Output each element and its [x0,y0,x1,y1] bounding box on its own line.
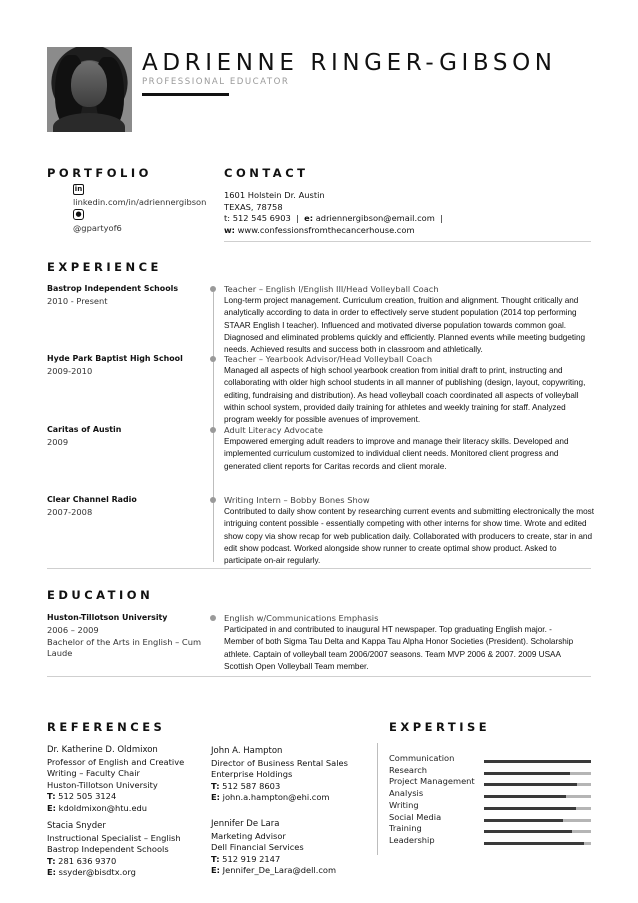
reference-email: E: ssyder@bisdtx.org [47,867,136,878]
reference-phone: T: 512 587 8603 [211,780,281,791]
social-icon[interactable]: ● [73,209,84,220]
skill-bar-fill [484,760,591,763]
linkedin-icon[interactable]: in [74,185,83,193]
skill-bar-track [484,842,591,845]
expertise-heading: EXPERTISE [389,720,491,734]
timeline-dot [210,427,216,433]
divider [47,568,591,569]
skill-row [389,776,591,788]
reference-line: Marketing Advisor [211,830,286,841]
education-heading: EDUCATION [47,588,154,602]
divider [47,676,591,677]
skill-label: Writing [389,799,419,810]
phone-email-line [224,213,443,225]
reference-line: Huston-Tillotson University [47,779,158,790]
timeline-dot [210,497,216,503]
skill-label: Research [389,764,428,775]
education-details [47,625,207,660]
reference-email: E: Jennifer_De_Lara@dell.com [211,865,337,876]
skill-bar-fill [484,819,563,822]
experience-date: 2010 - Present [47,296,108,306]
reference-line: Dell Financial Services [211,842,304,853]
skill-row [389,753,591,765]
address-line-1: 1601 Holstein Dr. Austin [224,190,325,200]
skill-bar-track [484,783,591,786]
reference-name: Jennifer De Lara [211,819,280,829]
name-underline [142,93,229,96]
separator: | [440,213,443,223]
reference-phone: T: 281 636 9370 [47,855,117,866]
education-degree: Bachelor of the Arts in English – Cum Laude [47,636,202,659]
profile-photo [47,47,132,132]
skill-bar-track [484,830,591,833]
experience-description: Managed all aspects of high school yearbook creation from initial draft to print, instructing and collaborating with older high school students in all manner of publishing (design, layout, copywriting, editing, fundraising and distribution). As head volleyball coach coordinated all aspects of volleyball within school system, provided daily training for athletes and weekly training for staff. Analyzed program weekly for possible avenues of improvement. [224,366,586,425]
reference-line: Bastrop Independent Schools [47,844,169,855]
experience-org: Caritas of Austin [47,425,122,434]
experience-org: Clear Channel Radio [47,495,137,504]
phone-label: t: [224,213,231,223]
website-link[interactable]: www.confessionsfromthecancerhouse.com [237,224,415,235]
experience-description: Contributed to daily show content by researching current events and submitting electronically the most intriguing content possible - essentially competing with other interns for show time. Wrote and edited show copy via show recap for web publication daily. Collaborated with producers to create, star in and edit show podcast. Worked alongside show runner to create optimal show product. Asked to participate on-air regularly. [224,507,594,566]
skill-row [389,823,591,835]
phone-value: 512 545 6903 [232,213,291,223]
portfolio-heading: PORTFOLIO [47,166,152,180]
separator: | [296,213,299,223]
reference-card [211,819,336,877]
contact-heading: CONTACT [224,166,309,180]
skill-bar-fill [484,807,576,810]
experience-date: 2007-2008 [47,507,93,517]
education-date: 2006 – 2009 [47,625,99,635]
skill-label: Analysis [389,788,424,799]
contact-block [224,190,443,236]
skill-row [389,788,591,800]
social-handle[interactable]: @gpartyof6 [73,223,122,233]
email-label: e: [304,213,314,223]
skill-bar-fill [484,795,566,798]
reference-card [47,745,184,815]
skill-bar-track [484,819,591,822]
timeline-dot [210,356,216,362]
skill-label: Social Media [389,811,442,822]
education-org: Huston-Tillotson University [47,613,168,622]
expertise-divider [377,743,378,855]
address-line-2: TEXAS, 78758 [224,201,283,212]
experience-description: Empowered emerging adult readers to improve and manage their literacy skills. Developed and implemented curriculum customized to individual client needs. Monitored client progress and generated client reports for Caritas records and client morale. [224,437,569,471]
website-line [224,225,443,237]
experience-org: Bastrop Independent Schools [47,284,179,293]
skill-label: Communication [389,753,455,763]
divider [224,241,591,242]
experience-description: Long-term project management. Curriculum creation, fruition and alignment. Thought critically and analytically according to data in order to effectively serve student population (2014 top performing STAAR English I teacher). Influenced and motivated diverse population towards common goal. Diagnosed and eliminated problems quickly and efficiently. Planned events while meeting budgeting needs. Achieved results and success both in classroom and athletically. [224,296,586,355]
reference-line: Director of Business Rental Sales [211,757,348,768]
skill-bar-track [484,772,591,775]
skill-bar-fill [484,772,570,775]
timeline-dot [210,286,216,292]
reference-line: Instructional Specialist – English [47,832,181,843]
skill-row [389,765,591,777]
timeline-dot [210,615,216,621]
experience-role: Teacher – Yearbook Advisor/Head Volleyball Coach [224,354,433,364]
reference-card [47,821,181,879]
skill-label: Training [389,823,422,834]
education-description: Participated in and contributed to inaugural HT newspaper. Top graduating English major. - Member of both Sigma Tau Delta and Kappa Tau Alpha Honor Societies (President). Scholarship athlete. Captain of volleyball team 2006/2007 seasons. Team MVP 2006 & 2007. 2009 USAA Scottish Open Volleyball Team member. [224,625,574,671]
reference-line: Enterprise Holdings [211,769,293,780]
email-link[interactable]: adriennergibson@email.com [315,213,435,223]
education-role: English w/Communications Emphasis [224,613,379,623]
references-heading: REFERENCES [47,720,166,734]
website-label: w: [224,224,235,235]
skill-bar-fill [484,842,584,845]
linkedin-link[interactable]: linkedin.com/in/adriennergibson [73,197,207,207]
skill-label: Project Management [389,776,475,787]
reference-phone: T: 512 919 2147 [211,853,281,864]
reference-phone: T: 512 505 3124 [47,791,117,802]
skill-row [389,812,591,824]
full-name: ADRIENNE RINGER-GIBSON [142,50,557,76]
skill-bar-track [484,760,591,763]
reference-name: Dr. Katherine D. Oldmixon [47,745,158,755]
reference-name: Stacia Snyder [47,821,106,831]
experience-heading: EXPERIENCE [47,260,162,274]
skill-row [389,800,591,812]
reference-email: E: kdoldmixon@htu.edu [47,802,148,813]
reference-card [211,746,348,804]
experience-date: 2009-2010 [47,366,93,376]
experience-role: Adult Literacy Advocate [224,425,323,435]
reference-line: Writing – Faculty Chair [47,768,140,779]
experience-date: 2009 [47,437,69,447]
skill-bar-fill [484,830,572,833]
experience-org: Hyde Park Baptist High School [47,354,183,363]
reference-email: E: john.a.hampton@ehi.com [211,792,330,803]
skill-label: Leadership [389,834,435,845]
reference-name: John A. Hampton [211,746,283,756]
skill-bar-fill [484,783,577,786]
skill-row [389,835,591,847]
experience-role: Writing Intern – Bobby Bones Show [224,495,370,505]
skill-bar-track [484,795,591,798]
job-subtitle: PROFESSIONAL EDUCATOR [142,77,290,87]
reference-line: Professor of English and Creative [47,756,185,767]
experience-role: Teacher – English I/English III/Head Volleyball Coach [224,284,439,294]
skill-bar-track [484,807,591,810]
